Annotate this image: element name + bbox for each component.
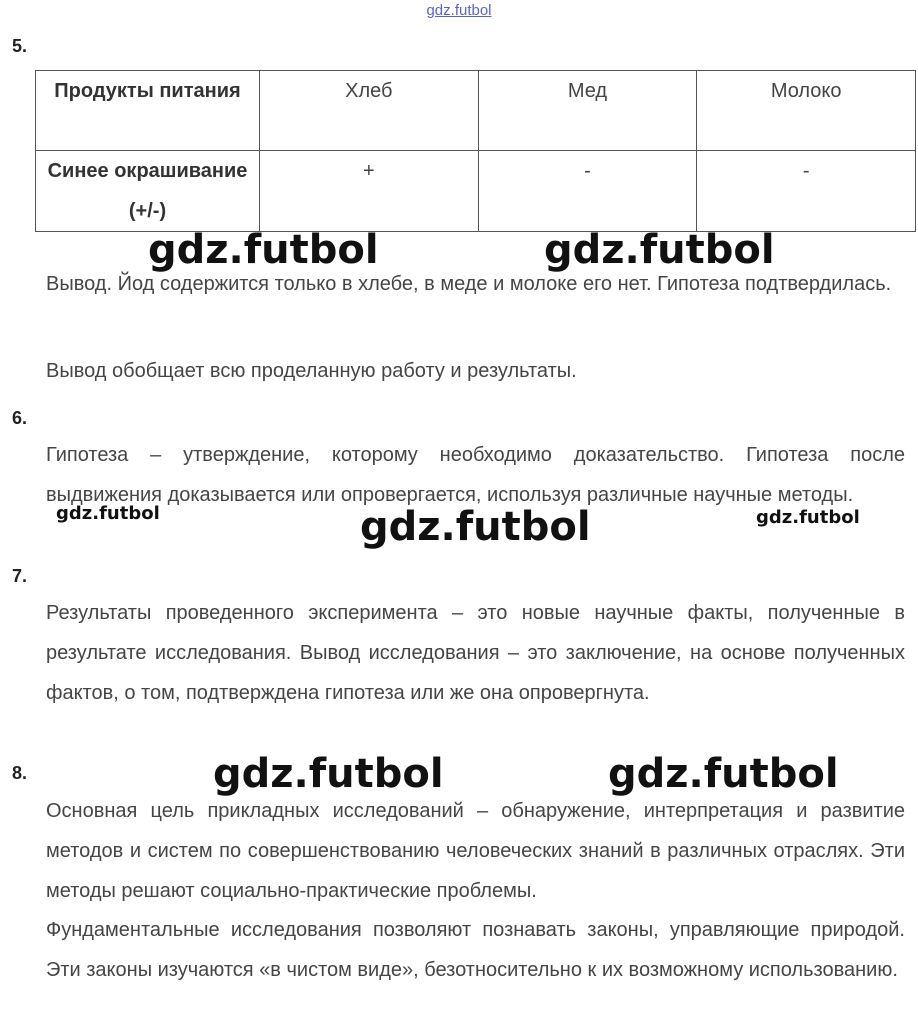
- table-row: [36, 151, 916, 232]
- results-table: [35, 70, 916, 232]
- task-number-7: 7.: [12, 566, 28, 586]
- table-cell: -: [697, 151, 916, 232]
- table-cell: -: [478, 151, 697, 232]
- watermark: gdz.futbol: [148, 227, 379, 273]
- table-column-header: Мед: [478, 71, 697, 151]
- task6-text: Гипотеза – утверждение, которому необходимо доказательство. Гипотеза после выдвижения доказывается или опровергается, используя различные научные методы.: [46, 444, 905, 506]
- conclusion-note: Вывод обобщает всю проделанную работу и результаты.: [46, 360, 577, 382]
- watermark: gdz.futbol: [544, 227, 775, 273]
- task8-text-2: Фундаментальные исследования позволяют познавать законы, управляющие природой. Эти законы изучаются «в чистом виде», безотносительно к их возможному использованию.: [46, 919, 905, 981]
- task-number-5: 5.: [12, 36, 28, 56]
- table-row-label: Синее окрашивание (+/-): [36, 151, 260, 232]
- task8-text-1: Основная цель прикладных исследований – обнаружение, интерпретация и развитие методов и систем по совершенствованию человеческих знаний в различных отраслях. Эти методы решают социально-практические проблемы.: [46, 800, 905, 902]
- table-cell: +: [260, 151, 479, 232]
- conclusion-text: Вывод. Йод содержится только в хлебе, в меде и молоке его нет. Гипотеза подтвердилась.: [46, 273, 892, 295]
- table-header-label: Продукты питания: [36, 71, 260, 151]
- watermark: gdz.futbol: [756, 507, 860, 528]
- task-number-8: 8.: [12, 763, 28, 783]
- table-column-header: Молоко: [697, 71, 916, 151]
- table-row: [36, 71, 916, 151]
- watermark: gdz.futbol: [360, 504, 591, 550]
- task-number-6: 6.: [12, 408, 28, 428]
- watermark: gdz.futbol: [56, 503, 160, 524]
- watermark: gdz.futbol: [213, 751, 444, 797]
- watermark: gdz.futbol: [608, 751, 839, 797]
- task7-text: Результаты проведенного эксперимента – это новые научные факты, полученные в результате исследования. Вывод исследования – это заключение, на основе полученных фактов, о том, подтверждена гипотеза или же она опровергнута.: [46, 602, 905, 704]
- top-watermark-link[interactable]: gdz.futbol: [426, 2, 492, 19]
- table-column-header: Хлеб: [260, 71, 479, 151]
